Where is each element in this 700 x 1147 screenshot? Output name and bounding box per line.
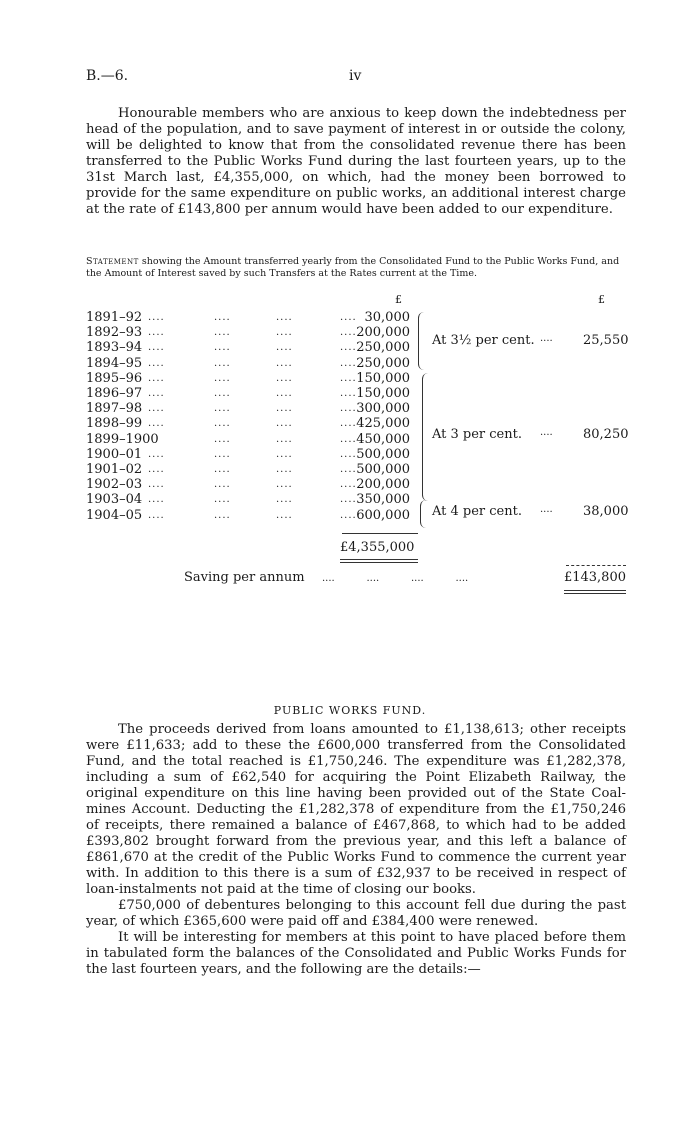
saving-dots: .... .... .... ....: [322, 573, 469, 584]
row-year: 1895–96: [86, 370, 143, 386]
leader-dots: ....: [148, 312, 165, 323]
leader-dots: ....: [340, 403, 357, 415]
row-year: 1894–95: [86, 355, 143, 371]
table-row: [86, 310, 626, 325]
leader-dots: ....: [214, 479, 231, 491]
leader-dots: ....: [340, 448, 357, 460]
leader-dots: ....: [340, 342, 357, 354]
leader-dots: ....: [214, 433, 231, 445]
intro-paragraph: [86, 106, 626, 218]
saving-rule-bottom-2: [564, 593, 626, 594]
row-amount: 500,000: [356, 462, 410, 477]
leader-dots: ....: [340, 418, 357, 430]
leader-dots: ....: [214, 312, 231, 323]
section-title: PUBLIC WORKS FUND.: [273, 704, 427, 717]
leader-dots: ....: [148, 464, 165, 475]
row-year: 1898–99: [86, 416, 143, 432]
leader-dots: ....: [340, 357, 357, 369]
public-works-paragraph-2: £750,000 of debentures belonging to this account fell due during the past year, of which £365,600 were paid off and £384,400 were renewed.: [86, 898, 626, 929]
row-year: 1897–98: [86, 401, 143, 417]
leader-dots: ....: [214, 403, 231, 415]
row-year: 1900–01: [86, 446, 143, 462]
row-year: 1896–97: [86, 386, 143, 401]
row-amount: 300,000: [356, 401, 410, 417]
leader-dots: ....: [148, 494, 165, 506]
row-year: 1903–04: [86, 492, 143, 508]
page-ref: B.—6.: [86, 68, 129, 84]
row-amount: 250,000: [356, 340, 410, 356]
saving-rule-bottom-1: [564, 590, 626, 591]
total-rule-top: [342, 533, 418, 534]
statement-lead: Statement: [86, 256, 139, 267]
currency-right: £: [598, 293, 605, 306]
leader-dots: ....: [214, 448, 231, 460]
group-rate-2: At 3 per cent.: [432, 427, 522, 442]
leader-dots: ....: [148, 357, 165, 369]
table-row: [86, 447, 626, 462]
leader-dots: ....: [276, 327, 293, 339]
saving-rule-top: [566, 565, 626, 566]
table-row: [86, 356, 626, 371]
row-amount: 600,000: [356, 507, 410, 523]
group-interest-2: 80,250: [583, 427, 629, 442]
row-year: 1892–93: [86, 325, 143, 341]
leader-dots: ....: [214, 342, 231, 354]
leader-dots: ....: [214, 357, 231, 369]
group-dots-2: ....: [540, 427, 553, 438]
leader-dots: ....: [148, 509, 165, 521]
leader-dots: ....: [340, 464, 357, 475]
group-dots-1: ....: [540, 333, 553, 344]
row-amount: 200,000: [356, 325, 410, 341]
saving-total: £143,800: [563, 570, 626, 585]
leader-dots: ....: [148, 418, 165, 430]
row-year: 1901–02: [86, 462, 143, 477]
leader-dots: ....: [148, 372, 165, 384]
group-dots-3: ....: [540, 504, 553, 515]
row-amount: 500,000: [356, 446, 410, 462]
row-amount: 200,000: [356, 477, 410, 493]
leader-dots: ....: [276, 372, 293, 384]
row-amount: 350,000: [356, 492, 410, 508]
row-year: 1899–1900: [86, 431, 159, 447]
leader-dots: ....: [148, 342, 165, 354]
total-rule-bottom-1: [340, 559, 418, 560]
leader-dots: ....: [214, 418, 231, 430]
group-interest-1: 25,550: [583, 333, 629, 348]
row-amount: 450,000: [356, 431, 410, 447]
leader-dots: ....: [276, 388, 293, 399]
leader-dots: ....: [276, 464, 293, 475]
leader-dots: ....: [214, 494, 231, 506]
leader-dots: ....: [276, 357, 293, 369]
leader-dots: ....: [276, 448, 293, 460]
table-row: [86, 462, 626, 477]
leader-dots: ....: [214, 327, 231, 339]
leader-dots: ....: [276, 494, 293, 506]
leader-dots: ....: [340, 479, 357, 491]
brace-group-2: [422, 373, 429, 501]
group-rate-1: At 3½ per cent.: [432, 333, 535, 348]
public-works-paragraph-1: The proceeds derived from loans amounted to £1,138,613; other receipts were £11,633; add to these the £600,000 transferred from the Consolidated Fund, and the total reached is £1,750,246. The expenditure was £1,282,378, including a sum of £62,540 for acquiring the Point Elizabeth Railway, the original expenditure on this line having been provided out of the State Coal-mines Account. Deducting the £1,282,378 of expenditure from the £1,750,246 of receipts, there remained a balance of £467,868, to which had to be added £393,802 brought forward from the previous year, and this left a balance of £861,670 at the credit of the Public Works Fund to commence the current year with. In addition to this there is a sum of £32,937 to be received in respect of loan-instalments not paid at the time of closing our books.: [86, 722, 626, 897]
row-year: 1904–05: [86, 507, 143, 523]
currency-left: £: [395, 293, 402, 306]
leader-dots: ....: [214, 372, 231, 384]
brace-group-3: [420, 500, 427, 528]
leader-dots: ....: [340, 433, 357, 445]
row-amount: 425,000: [356, 416, 410, 432]
row-amount: 150,000: [356, 386, 410, 401]
saving-label: Saving per annum: [184, 570, 305, 585]
leader-dots: ....: [340, 312, 357, 323]
statement-caption: [86, 256, 626, 279]
leader-dots: ....: [148, 479, 165, 491]
leader-dots: ....: [340, 327, 357, 339]
leader-dots: ....: [276, 418, 293, 430]
leader-dots: ....: [148, 327, 165, 339]
leader-dots: ....: [214, 388, 231, 399]
table-row: [86, 371, 626, 386]
public-works-paragraph-3: It will be interesting for members at this point to have placed before them in tabulated form the balances of the Consolidated and Public Works Funds for the last fourteen years, and the following are the details:—: [86, 930, 626, 977]
page-number: iv: [349, 68, 362, 84]
group-rate-3: At 4 per cent.: [432, 504, 522, 519]
row-year: 1893–94: [86, 340, 143, 356]
table-row: [86, 477, 626, 492]
leader-dots: ....: [214, 509, 231, 521]
leader-dots: ....: [276, 342, 293, 354]
row-amount: 250,000: [356, 355, 410, 371]
leader-dots: ....: [276, 433, 293, 445]
leader-dots: ....: [340, 372, 357, 384]
public-works-text: [86, 722, 626, 978]
leader-dots: ....: [276, 479, 293, 491]
leader-dots: ....: [148, 448, 165, 460]
intro-text: Honourable members who are anxious to keep down the indebtedness per head of the population, and to save payment of interest in or outside the colony, will be delighted to know that from the consolidated revenue there has been transferred to the Public Works Fund during the last fourteen years, up to the 31st March last, £4,355,000, on which, had the money been borrowed to provide for the same expenditure on public works, an additional interest charge at the rate of £143,800 per annum would have been added to our expenditure.: [86, 106, 626, 217]
total-rule-bottom-2: [340, 562, 418, 563]
statement-caption-text: showing the Amount transferred yearly from the Consolidated Fund to the Public Works Fund, and the Amount of Interest saved by such Transfers at the Rates current at the Time.: [86, 256, 620, 279]
row-amount: 150,000: [356, 370, 410, 386]
leader-dots: ....: [340, 509, 357, 521]
leader-dots: ....: [214, 464, 231, 475]
row-year: 1902–03: [86, 477, 143, 493]
leader-dots: ....: [276, 509, 293, 521]
leader-dots: ....: [148, 388, 165, 399]
group-interest-3: 38,000: [583, 504, 629, 519]
total-amount: £4,355,000: [340, 540, 415, 555]
row-year: 1891–92: [86, 310, 143, 325]
brace-group-1: [418, 312, 425, 370]
leader-dots: ....: [340, 494, 357, 506]
leader-dots: ....: [340, 388, 357, 399]
table-row: [86, 386, 626, 401]
row-amount: 30,000: [364, 310, 410, 325]
leader-dots: ....: [276, 403, 293, 415]
leader-dots: ....: [276, 312, 293, 323]
leader-dots: ....: [148, 403, 165, 415]
table-row: [86, 401, 626, 416]
